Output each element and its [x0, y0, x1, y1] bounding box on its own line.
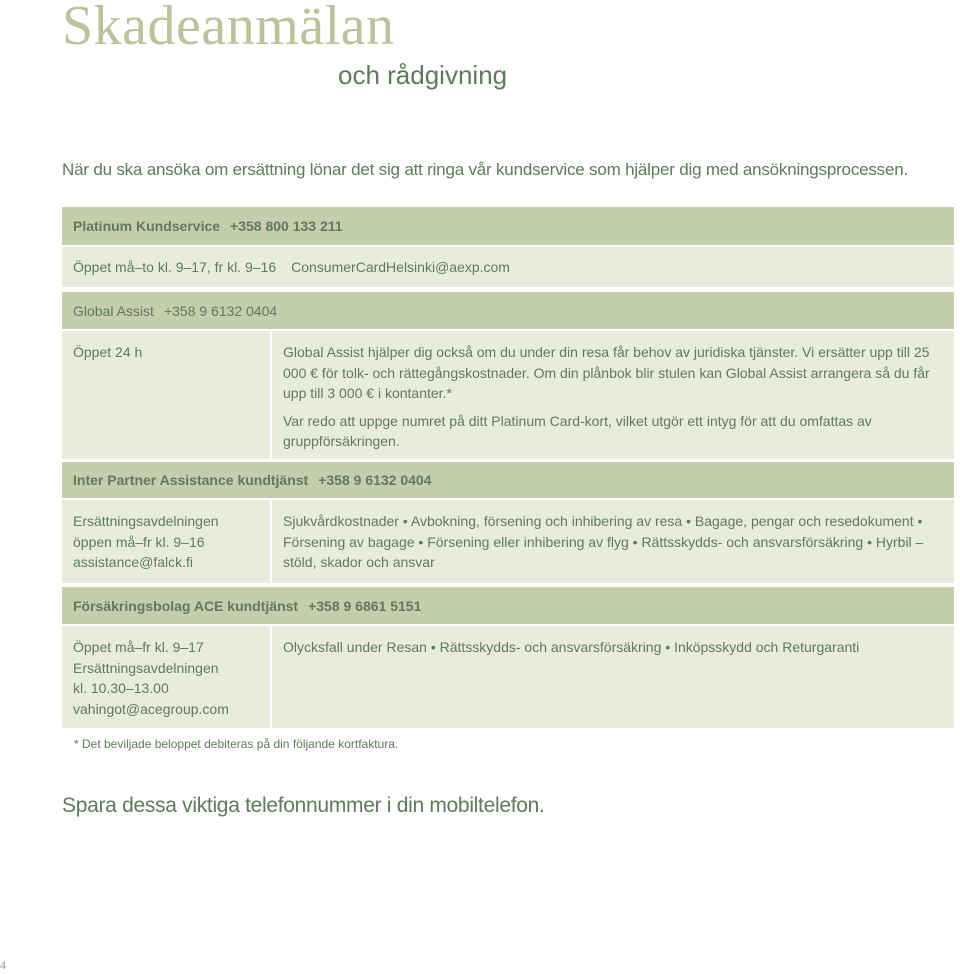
- platinum-header: [62, 207, 954, 245]
- global-assist-phone: +358 9 6132 0404: [163, 302, 278, 319]
- platinum-info-row: [62, 247, 954, 287]
- ace-dept: Ersättningsavdelningen: [73, 659, 219, 676]
- global-assist-text-2: Var redo att uppge numret på ditt Platinum Card-kort, vilket utgör ett intyg för att du omfattas av gruppförsäkringen.: [283, 412, 872, 449]
- ace-email[interactable]: vahingot@acegroup.com: [73, 700, 229, 717]
- ace-dept-hours: kl. 10.30–13.00: [73, 680, 169, 696]
- inter-partner-dept: Ersättningsavdelningen: [73, 513, 219, 529]
- platinum-phone: +358 800 133 211: [230, 218, 343, 234]
- inter-partner-coverage: Sjukvårdkostnader • Avbokning, försening och inhibering av resa • Bagage, pengar och resedokument • Försening av bagage • Försening eller inhibering av flyg • Rättsskydds- och ansvarsförsäkring • Hyrbil – stöld, skador och ansvar: [283, 513, 924, 570]
- global-assist-hours: Öppet 24 h: [73, 344, 143, 360]
- footnote: * Det beviljade beloppet debiteras på din följande kortfaktura.: [74, 737, 399, 751]
- intro-text: När du ska ansöka om ersättning lönar det sig att ringa vår kundservice som hjälper dig med ansökningsprocessen.: [62, 160, 909, 179]
- platinum-email[interactable]: ConsumerCardHelsinki@aexp.com: [291, 258, 510, 275]
- platinum-label: Platinum Kundservice: [73, 218, 221, 234]
- page-subtitle: och rådgivning: [338, 60, 508, 90]
- global-assist-text-1: Global Assist hjälper dig också om du under din resa får behov av juridiska tjänster. Vi ersätter upp till 25 000 € för tolk- och rättegångskostnader. Om din plånbok blir stulen kan Global Assist arrangera så du får upp till 3 000 € i kontanter.*: [283, 344, 930, 401]
- inter-partner-hours: öppen må–fr kl. 9–16: [73, 533, 205, 550]
- global-assist-hours-cell: [62, 331, 270, 459]
- page-number: 4: [0, 958, 6, 972]
- global-assist-header: [62, 292, 954, 329]
- ace-label: Försäkringsbolag ACE kundtjänst: [73, 597, 299, 614]
- inter-partner-label: Inter Partner Assistance kundtjänst: [73, 472, 309, 488]
- ace-coverage: Olycksfall under Resan • Rättsskydds- och ansvarsförsäkring • Inköpsskydd och Returgaranti: [283, 639, 860, 655]
- global-assist-details-cell: [272, 331, 954, 459]
- inter-partner-phone: +358 9 6132 0404: [318, 472, 432, 488]
- ace-hours: Öppet må–fr kl. 9–17: [73, 639, 204, 655]
- inter-partner-email[interactable]: assistance@falck.fi: [73, 554, 194, 570]
- inter-partner-contact-cell: [62, 500, 270, 583]
- ace-phone: +358 9 6861 5151: [308, 597, 422, 614]
- ace-contact-cell: [62, 626, 270, 728]
- platinum-hours: Öppet må–to kl. 9–17, fr kl. 9–16: [73, 258, 277, 275]
- page-title: Skadeanmälan: [62, 0, 395, 57]
- global-assist-label: Global Assist: [73, 302, 154, 319]
- ace-header: [62, 587, 954, 624]
- save-note: Spara dessa viktiga telefonnummer i din mobiltelefon.: [62, 794, 545, 817]
- inter-partner-header: [62, 462, 954, 498]
- inter-partner-coverage-cell: [272, 500, 954, 583]
- ace-coverage-cell: [272, 626, 954, 728]
